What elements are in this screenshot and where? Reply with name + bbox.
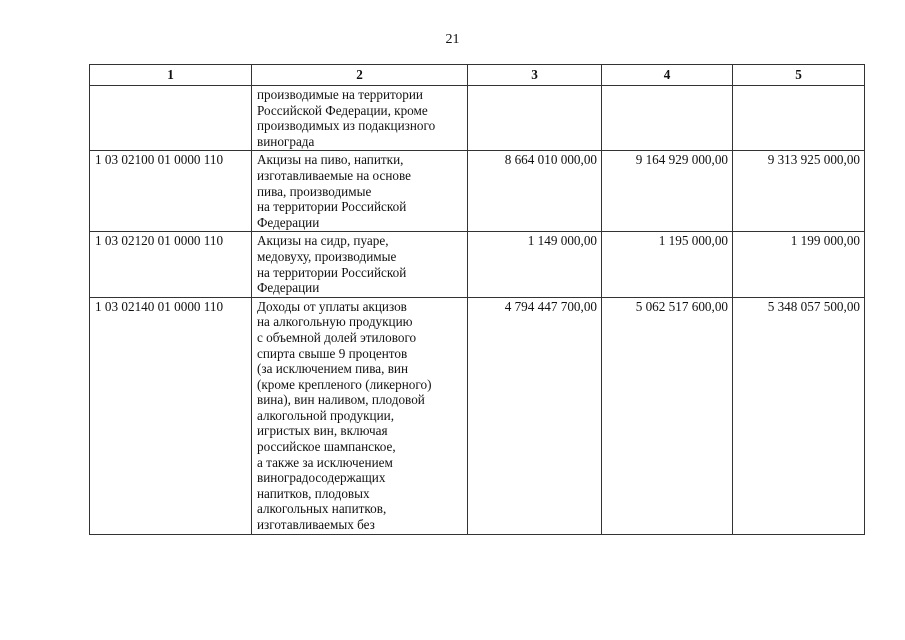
revenue-table bbox=[89, 64, 865, 535]
income-name-line: Акцизы на сидр, пуаре, bbox=[257, 233, 389, 249]
income-name-line: медовуху, производимые bbox=[257, 248, 397, 264]
amount-col3-cell bbox=[468, 86, 602, 151]
column-header-1: 1 bbox=[90, 65, 252, 86]
amount-col3-cell: 4 794 447 700,00 bbox=[468, 297, 602, 534]
page-number: 21 bbox=[445, 32, 460, 47]
income-name-line: (кроме крепленого (ликерного) bbox=[257, 376, 432, 392]
column-header-2: 2 bbox=[252, 65, 468, 86]
income-name-line: алкогольной продукции, bbox=[257, 407, 395, 423]
income-name-line: Доходы от уплаты акцизов bbox=[257, 298, 407, 314]
amount-col4-cell: 1 195 000,00 bbox=[602, 232, 733, 297]
budget-code-cell: 1 03 02100 01 0000 110 bbox=[90, 151, 252, 232]
income-name-line: спирта свыше 9 процентов bbox=[257, 345, 408, 361]
table-row bbox=[90, 297, 865, 534]
amount-col5-cell: 9 313 925 000,00 bbox=[733, 151, 865, 232]
amount-col3-cell: 8 664 010 000,00 bbox=[468, 151, 602, 232]
budget-code-cell bbox=[90, 86, 252, 151]
income-name-line: пива, производимые bbox=[257, 183, 372, 199]
income-name-line: на алкогольную продукцию bbox=[257, 314, 413, 330]
income-name-cell bbox=[252, 232, 468, 297]
amount-col3-cell: 1 149 000,00 bbox=[468, 232, 602, 297]
income-name-line: (за исключением пива, вин bbox=[257, 361, 409, 377]
income-name-line: с объемной долей этилового bbox=[257, 329, 417, 345]
income-name-line: Федерации bbox=[257, 280, 320, 296]
amount-col4-cell: 9 164 929 000,00 bbox=[602, 151, 733, 232]
income-name-cell bbox=[252, 297, 468, 534]
income-name-line: игристых вин, включая bbox=[257, 423, 388, 439]
income-name-line: Акцизы на пиво, напитки, bbox=[257, 152, 404, 168]
amount-col4-cell bbox=[602, 86, 733, 151]
income-name-cell bbox=[252, 86, 468, 151]
income-name-line: изготавливаемых без bbox=[257, 517, 375, 533]
income-name-line: на территории Российской bbox=[257, 264, 407, 280]
amount-col5-cell: 1 199 000,00 bbox=[733, 232, 865, 297]
amount-col5-cell: 5 348 057 500,00 bbox=[733, 297, 865, 534]
amount-col5-cell bbox=[733, 86, 865, 151]
income-name-line: напитков, плодовых bbox=[257, 485, 370, 501]
table-header-row bbox=[90, 65, 865, 86]
income-name-cell bbox=[252, 151, 468, 232]
income-name-line: винограда bbox=[257, 133, 315, 149]
income-name-line: производимых из подакцизного bbox=[257, 118, 436, 134]
budget-code-cell: 1 03 02120 01 0000 110 bbox=[90, 232, 252, 297]
income-name-line: на территории Российской bbox=[257, 199, 407, 215]
income-name-line: виноградосодержащих bbox=[257, 470, 386, 486]
column-header-4: 4 bbox=[602, 65, 733, 86]
budget-code-cell: 1 03 02140 01 0000 110 bbox=[90, 297, 252, 534]
income-name-line: российское шампанское, bbox=[257, 439, 396, 455]
income-name-line: алкогольных напитков, bbox=[257, 501, 387, 517]
table-row bbox=[90, 232, 865, 297]
income-name-line: производимые на территории bbox=[257, 87, 423, 102]
income-name-line: Российской Федерации, кроме bbox=[257, 102, 428, 118]
column-header-5: 5 bbox=[733, 65, 865, 86]
amount-col4-cell: 5 062 517 600,00 bbox=[602, 297, 733, 534]
column-header-3: 3 bbox=[468, 65, 602, 86]
income-name-line: вина), вин наливом, плодовой bbox=[257, 392, 425, 408]
income-name-line: Федерации bbox=[257, 214, 320, 230]
income-name-line: а также за исключением bbox=[257, 454, 393, 470]
income-name-line: изготавливаемые на основе bbox=[257, 167, 411, 183]
table-row bbox=[90, 151, 865, 232]
table-row bbox=[90, 86, 865, 151]
